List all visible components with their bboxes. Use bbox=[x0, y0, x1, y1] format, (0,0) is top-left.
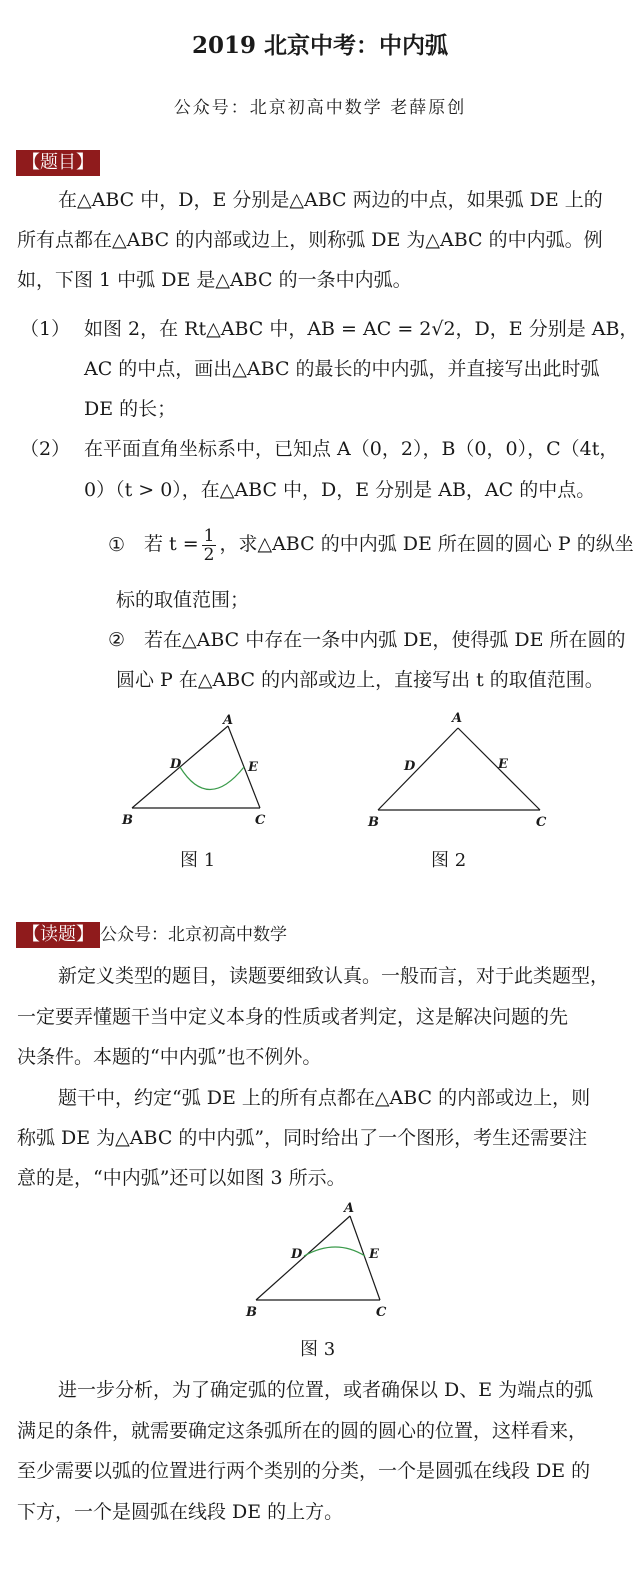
fig3-label-a: A bbox=[344, 1201, 355, 1216]
q2-sub1-text-a: 若 t = bbox=[144, 533, 199, 555]
fig2-label-a: A bbox=[452, 711, 463, 726]
fig1-label-b: B bbox=[122, 813, 133, 828]
reading-p1-line-3: 决条件。本题的“中内弧”也不例外。 bbox=[17, 1046, 322, 1068]
q2-sub1-text-b: ，求△ABC 的中内弧 DE 所在圆的圆心 P 的纵坐 bbox=[219, 533, 634, 555]
fig2-label-d: D bbox=[404, 759, 416, 774]
reading-p3-line-3: 至少需要以弧的位置进行两个类别的分类，一个是圆弧在线段 DE 的 bbox=[17, 1460, 591, 1482]
reading-p1-line-2: 一定要弄懂题干当中定义本身的性质或者判定，这是解决问题的先 bbox=[17, 1006, 569, 1028]
intro-line-3: 如，下图 1 中弧 DE 是△ABC 的一条中内弧。 bbox=[17, 269, 412, 291]
reading-p3-line-2: 满足的条件，就需要确定这条弧所在的圆的圆心的位置，这样看来， bbox=[17, 1420, 588, 1442]
fig2-label-e: E bbox=[498, 757, 508, 772]
fraction-denominator: 2 bbox=[203, 544, 215, 565]
figure-1 bbox=[110, 710, 280, 830]
fig2-label-b: B bbox=[368, 815, 379, 830]
q2-number: （2） bbox=[20, 438, 71, 460]
intro-line-1: 在△ABC 中，D，E 分别是△ABC 两边的中点，如果弧 DE 上的 bbox=[58, 189, 603, 211]
fig1-label-d: D bbox=[170, 757, 182, 772]
fig1-label-c: C bbox=[255, 813, 266, 828]
fraction-numerator: 1 bbox=[203, 525, 215, 546]
q2-sub1-line-2: 标的取值范围； bbox=[116, 589, 250, 611]
page-title: 2019 北京中考：中内弧 bbox=[191, 32, 449, 59]
fig1-label-e: E bbox=[248, 760, 258, 775]
fig3-label-b: B bbox=[246, 1305, 257, 1320]
fig3-side-ab bbox=[256, 1216, 350, 1300]
fig1-label-a: A bbox=[223, 713, 234, 728]
reading-p1-line-1: 新定义类型的题目，读题要细致认真。一般而言，对于此类题型， bbox=[58, 965, 610, 987]
reading-p3-line-4: 下方，一个是圆弧在线段 DE 的上方。 bbox=[17, 1501, 344, 1523]
fig2-label-c: C bbox=[536, 815, 547, 830]
q1-number: （1） bbox=[20, 318, 71, 340]
reading-tag: 【读题】 bbox=[16, 922, 100, 948]
intro-line-2: 所有点都在△ABC 的内部或边上，则称弧 DE 为△ABC 的中内弧。例 bbox=[17, 229, 603, 251]
reading-p2-line-3: 意的是，“中内弧”还可以如图 3 所示。 bbox=[17, 1167, 346, 1189]
fraction-one-half bbox=[202, 527, 217, 564]
fig1-arc-de bbox=[180, 767, 244, 790]
q2-sub1-number: ① bbox=[108, 534, 126, 556]
reading-p2-line-1: 题干中，约定“弧 DE 上的所有点都在△ABC 的内部或边上，则 bbox=[58, 1087, 591, 1109]
fig2-side-ab bbox=[378, 728, 458, 810]
q2-sub2-line-1: 若在△ABC 中存在一条中内弧 DE，使得弧 DE 所在圆的 bbox=[144, 629, 626, 651]
q2-sub2-number: ② bbox=[108, 629, 126, 651]
fig3-label-c: C bbox=[376, 1305, 387, 1320]
q1-line-2: AC 的中点，画出△ABC 的最长的中内弧，并直接写出此时弧 bbox=[84, 358, 600, 380]
figure-3 bbox=[236, 1196, 406, 1320]
q1-line-3: DE 的长； bbox=[84, 398, 177, 420]
q2-sub1-line-1 bbox=[144, 522, 634, 566]
figure-2 bbox=[362, 706, 562, 830]
fig3-label-e: E bbox=[369, 1247, 379, 1262]
reading-p2-line-2: 称弧 DE 为△ABC 的中内弧”，同时给出了一个图形，考生还需要注 bbox=[17, 1127, 588, 1149]
page-subtitle: 公众号：北京初高中数学 老薛原创 bbox=[173, 98, 467, 118]
reading-p3-line-1: 进一步分析，为了确定弧的位置，或者确保以 D、E 为端点的弧 bbox=[58, 1379, 594, 1401]
fig3-label-d: D bbox=[291, 1247, 303, 1262]
q2-sub2-line-2: 圆心 P 在△ABC 的内部或边上，直接写出 t 的取值范围。 bbox=[116, 669, 604, 691]
q2-line-2: 0）（t > 0），在△ABC 中，D，E 分别是 AB，AC 的中点。 bbox=[84, 479, 596, 501]
q2-line-1: 在平面直角坐标系中，已知点 A（0，2），B（0，0），C（4t， bbox=[84, 438, 619, 460]
figure-2-caption: 图 2 bbox=[431, 850, 467, 871]
figure-3-caption: 图 3 bbox=[300, 1339, 336, 1360]
reading-tag-source: 公众号：北京初高中数学 bbox=[100, 925, 287, 945]
figure-1-caption: 图 1 bbox=[180, 850, 216, 871]
q1-line-1: 如图 2，在 Rt△ABC 中，AB = AC = 2√2，D，E 分别是 AB， bbox=[84, 318, 639, 340]
problem-tag: 【题目】 bbox=[16, 150, 100, 176]
